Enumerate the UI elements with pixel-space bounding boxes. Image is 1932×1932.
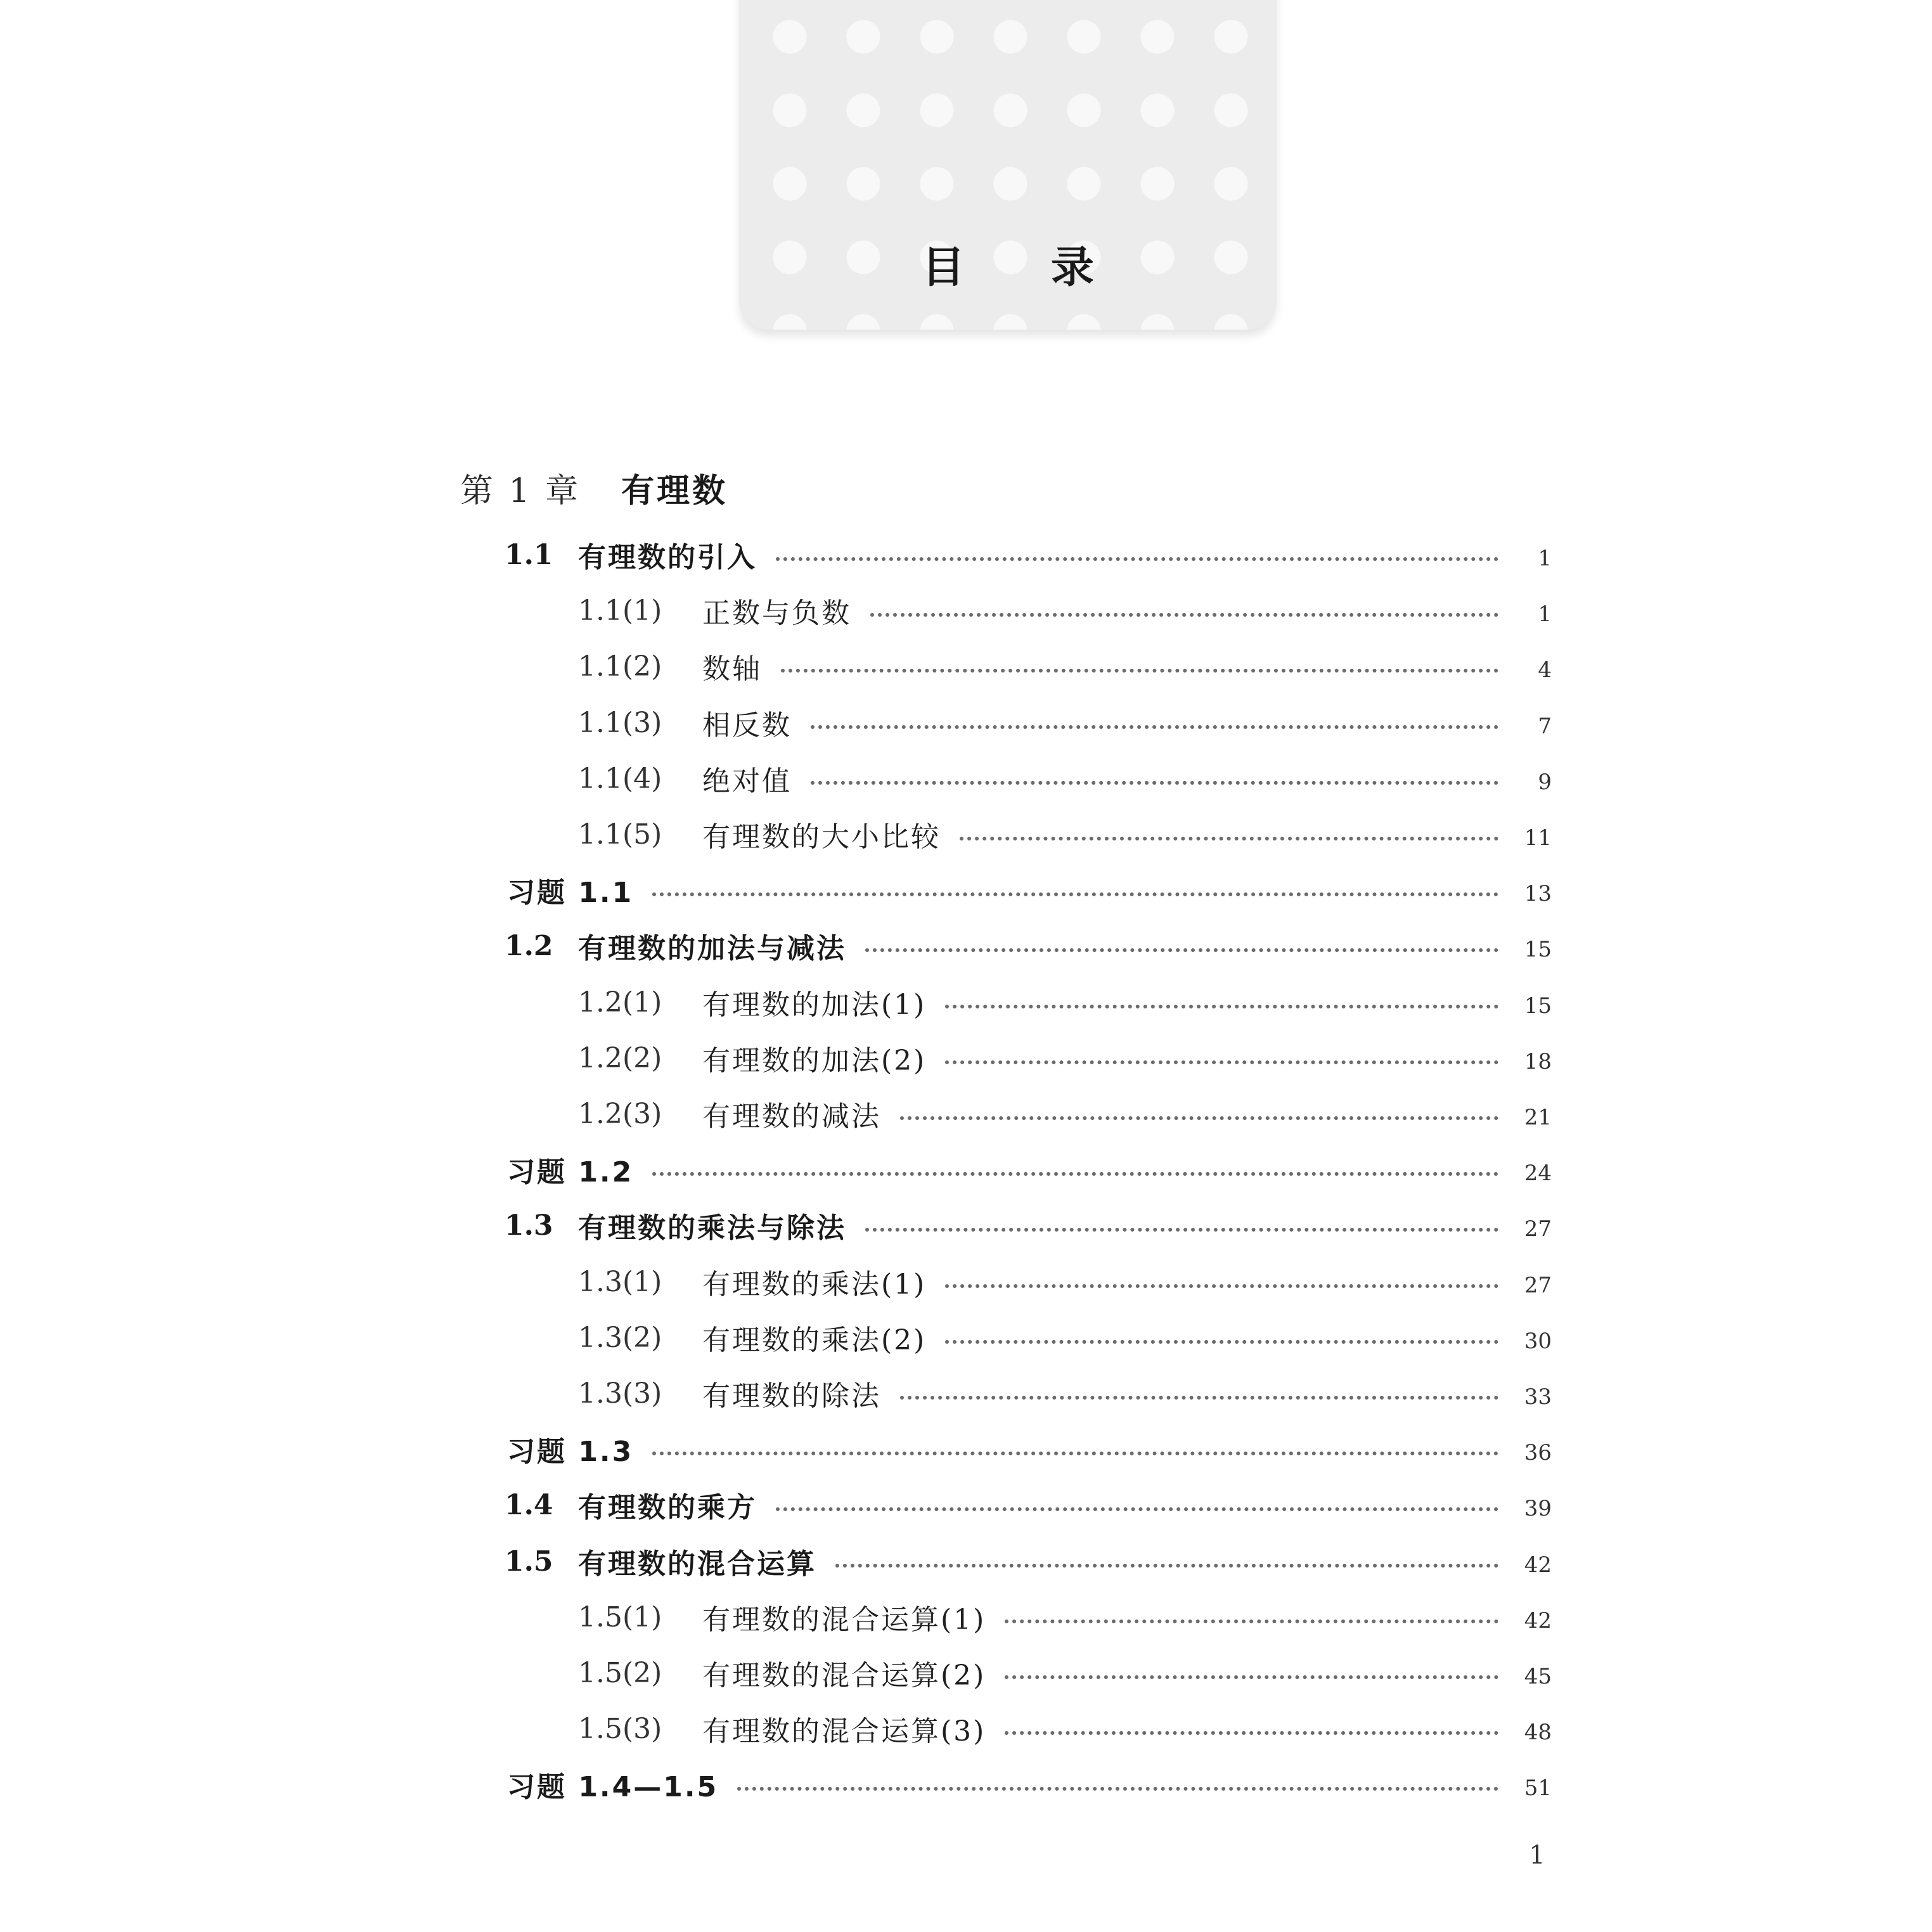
toc-entry-number: 1.1(5) <box>578 818 662 851</box>
toc-entry-title: 有理数的混合运算(2) <box>702 1659 986 1692</box>
toc-entry-sub[interactable] <box>578 756 1552 801</box>
page-title: 目 录 <box>922 243 1130 293</box>
dot-leader <box>835 1564 1498 1568</box>
dot-leader <box>865 948 1498 952</box>
toc-entry-title: 有理数的混合运算(1) <box>702 1604 986 1636</box>
toc-entry-number: 1.5(2) <box>578 1656 662 1689</box>
toc-entry-sub[interactable] <box>578 1259 1552 1304</box>
toc-entry-title: 有理数的乘法(1) <box>702 1268 927 1301</box>
toc-entry-page: 4 <box>1538 657 1552 683</box>
toc-entry-number: 1.1 <box>505 538 553 571</box>
toc-entry-page: 39 <box>1524 1496 1552 1521</box>
toc-entry-title: 习题 1.4—1.5 <box>507 1771 719 1803</box>
toc-entry-number: 1.1(4) <box>578 762 662 795</box>
toc-entry-title: 绝对值 <box>702 765 792 797</box>
dot-leader <box>1005 1675 1498 1679</box>
toc-entry-page: 27 <box>1524 1216 1552 1242</box>
toc-entry-number: 1.3 <box>505 1209 553 1242</box>
toc-entry-page: 51 <box>1524 1775 1552 1801</box>
toc-entry-section[interactable] <box>505 1539 1552 1583</box>
dot-leader <box>811 781 1498 785</box>
toc-entry-sub[interactable] <box>578 1371 1552 1415</box>
toc-entry-title: 有理数的引入 <box>578 541 757 574</box>
toc-entry-page: 1 <box>1538 546 1552 571</box>
chapter-heading <box>460 469 728 513</box>
toc-entry-page: 27 <box>1524 1273 1552 1298</box>
toc-entry-number: 1.2 <box>505 929 553 962</box>
toc-entry-number: 1.2(1) <box>578 986 662 1019</box>
toc-entry-page: 42 <box>1524 1552 1552 1578</box>
toc-entry-page: 18 <box>1524 1049 1552 1074</box>
dot-leader <box>945 1060 1498 1064</box>
toc-entry-number: 1.5(1) <box>578 1600 662 1633</box>
toc-entry-number: 1.3(2) <box>578 1321 662 1354</box>
toc-entry-section[interactable] <box>505 1203 1552 1247</box>
toc-entry-page: 30 <box>1524 1329 1552 1354</box>
toc-entry-number: 1.1(3) <box>578 706 662 739</box>
dot-leader <box>960 837 1498 840</box>
toc-entry-number: 1.3(3) <box>578 1377 662 1410</box>
toc-entry-number: 1.2(2) <box>578 1041 662 1074</box>
toc-entry-sub[interactable] <box>578 812 1552 856</box>
toc-entry-title: 正数与负数 <box>702 597 851 629</box>
dot-leader <box>781 669 1498 673</box>
toc-entry-title: 有理数的混合运算 <box>578 1548 816 1580</box>
toc-entry-sub[interactable] <box>578 644 1552 688</box>
toc-entry-number: 1.3(1) <box>578 1265 662 1298</box>
toc-entry-page: 21 <box>1524 1105 1552 1130</box>
chapter-number: 第 1 章 <box>460 472 581 510</box>
toc-entry-exercise[interactable] <box>507 868 1552 912</box>
toc-entry-section[interactable] <box>505 1483 1552 1527</box>
toc-entry-page: 15 <box>1524 993 1552 1019</box>
toc-entry-exercise[interactable] <box>507 1147 1552 1192</box>
toc-entry-page: 15 <box>1524 937 1552 962</box>
toc-entry-title: 有理数的减法 <box>702 1100 881 1133</box>
dot-leader <box>811 725 1498 729</box>
dot-leader <box>652 1172 1498 1176</box>
toc-entry-page: 1 <box>1538 602 1552 627</box>
toc-entry-sub[interactable] <box>578 1036 1552 1080</box>
toc-entry-sub[interactable] <box>578 1315 1552 1360</box>
toc-entry-title: 有理数的加法与减法 <box>578 932 846 965</box>
dot-leader <box>776 1507 1498 1511</box>
dot-leader <box>1005 1620 1498 1623</box>
dot-leader <box>776 557 1498 561</box>
toc-entry-page: 48 <box>1524 1720 1552 1745</box>
toc-entry-page: 42 <box>1524 1608 1552 1633</box>
toc-entry-title: 有理数的混合运算(3) <box>702 1715 986 1748</box>
toc-entry-title: 有理数的乘法(2) <box>702 1324 927 1356</box>
toc-entry-sub[interactable] <box>578 980 1552 1024</box>
toc-entry-page: 7 <box>1538 714 1552 739</box>
toc-entry-number: 1.1(1) <box>578 594 662 627</box>
toc-entry-sub[interactable] <box>578 700 1552 745</box>
toc-entry-page: 13 <box>1524 881 1552 906</box>
toc-entry-page: 11 <box>1524 825 1552 851</box>
dot-leader <box>945 1005 1498 1008</box>
toc-entry-exercise[interactable] <box>507 1762 1552 1806</box>
toc-entry-number: 1.4 <box>505 1488 553 1521</box>
toc-entry-sub[interactable] <box>578 1595 1552 1639</box>
toc-entry-number: 1.1(2) <box>578 650 662 683</box>
toc-entry-title: 有理数的大小比较 <box>702 821 941 853</box>
title-banner <box>739 0 1277 330</box>
toc-entry-sub[interactable] <box>578 1092 1552 1136</box>
dot-leader <box>652 892 1498 896</box>
toc-entry-title: 数轴 <box>702 653 762 685</box>
dot-leader <box>945 1284 1498 1288</box>
toc-entry-page: 36 <box>1524 1440 1552 1465</box>
toc-entry-sub[interactable] <box>578 1706 1552 1751</box>
toc-entry-page: 45 <box>1524 1664 1552 1689</box>
toc-entry-sub[interactable] <box>578 1651 1552 1695</box>
toc-entry-page: 33 <box>1524 1384 1552 1410</box>
dot-leader <box>900 1116 1498 1120</box>
toc-entry-section[interactable] <box>505 532 1552 577</box>
dot-leader <box>870 613 1498 617</box>
dot-leader <box>1005 1731 1498 1735</box>
page-number: 1 <box>1529 1841 1545 1870</box>
dot-leader <box>900 1396 1498 1400</box>
toc-entry-title: 有理数的除法 <box>702 1380 881 1412</box>
toc-entry-title: 有理数的加法(1) <box>702 989 927 1021</box>
toc-entry-title: 习题 1.2 <box>507 1156 634 1188</box>
toc-entry-number: 1.5(3) <box>578 1712 662 1745</box>
dot-leader <box>945 1340 1498 1344</box>
toc-entry-number: 1.2(3) <box>578 1097 662 1130</box>
toc-entry-number: 1.5 <box>505 1545 553 1578</box>
toc-entry-title: 有理数的乘方 <box>578 1491 757 1524</box>
toc-entry-title: 习题 1.3 <box>507 1436 634 1468</box>
toc-entry-page: 24 <box>1524 1161 1552 1186</box>
toc-entry-exercise[interactable] <box>507 1427 1552 1471</box>
toc-entry-section[interactable] <box>505 924 1552 968</box>
toc-entry-title: 有理数的加法(2) <box>702 1045 927 1077</box>
toc-entry-title: 相反数 <box>702 709 792 742</box>
dot-leader <box>737 1787 1498 1791</box>
dot-leader <box>865 1228 1498 1232</box>
toc-entry-title: 习题 1.1 <box>507 877 634 909</box>
chapter-title: 有理数 <box>621 472 728 510</box>
dot-leader <box>652 1452 1498 1455</box>
toc-entry-title: 有理数的乘法与除法 <box>578 1212 846 1244</box>
toc-entry-sub[interactable] <box>578 588 1552 633</box>
toc-entry-page: 9 <box>1538 770 1552 795</box>
